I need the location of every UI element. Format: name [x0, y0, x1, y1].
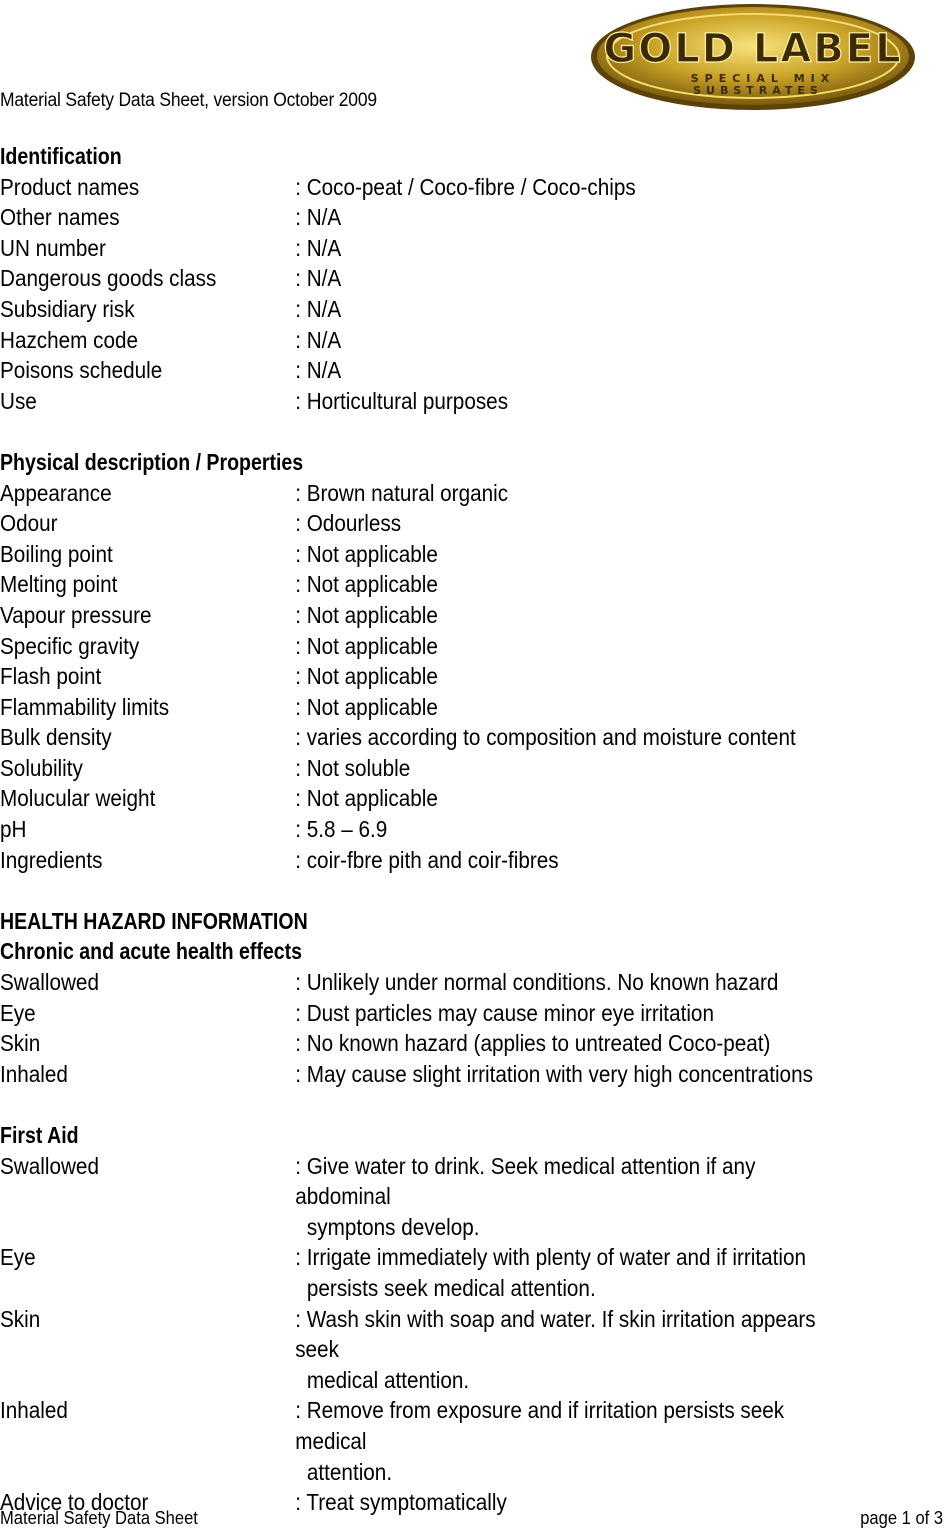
field-row — [0, 569, 851, 600]
field-label: Eye — [0, 999, 36, 1026]
spacer — [0, 875, 945, 906]
field-row — [0, 539, 851, 570]
field-label: Subsidiary risk — [0, 295, 135, 322]
field-label: Use — [0, 387, 37, 414]
field-label: Flammability limits — [0, 693, 170, 720]
field-row — [0, 355, 851, 386]
svg-text:GOLD LABEL: GOLD LABEL — [603, 26, 903, 72]
field-label: Vapour pressure — [0, 601, 152, 628]
field-row — [0, 1304, 851, 1396]
field-label: Melting point — [0, 571, 118, 598]
field-value: : Not soluble — [295, 754, 411, 781]
field-value: : Not applicable — [295, 540, 438, 567]
field-row — [0, 692, 851, 723]
field-label: Swallowed — [0, 969, 99, 996]
field-value: : No known hazard (applies to untreated Coco-peat) — [295, 1030, 771, 1057]
field-value: : N/A — [295, 234, 342, 261]
field-label: Other names — [0, 204, 120, 231]
field-value-continuation: symptons develop. — [306, 1213, 480, 1240]
field-row — [0, 263, 851, 294]
field-value: : N/A — [295, 265, 342, 292]
field-label: Dangerous goods class — [0, 265, 217, 292]
field-value: : Dust particles may cause minor eye irritation — [295, 999, 714, 1026]
field-value: : Give water to drink. Seek medical attention if any abdominal symptons develop. — [295, 1151, 850, 1243]
document-title: Material Safety Data Sheet, version October 2009 — [0, 90, 377, 111]
field-label: Molucular weight — [0, 785, 156, 812]
page-number: page 1 of 3 — [860, 1508, 943, 1528]
field-row — [0, 722, 851, 753]
field-row — [0, 661, 851, 692]
field-value: : N/A — [295, 326, 342, 353]
field-value: : coir-fbre pith and coir-fibres — [295, 846, 559, 873]
field-label: Advice to doctor — [0, 1489, 149, 1516]
field-value: : Horticultural purposes — [295, 387, 509, 414]
field-value: : N/A — [295, 357, 342, 384]
field-row — [0, 325, 851, 356]
field-value-continuation: attention. — [306, 1458, 393, 1485]
field-value: : Unlikely under normal conditions. No known hazard — [295, 969, 779, 996]
field-value-continuation: medical attention. — [306, 1366, 470, 1393]
field-value-continuation: persists seek medical attention. — [306, 1274, 596, 1301]
first-aid-heading: First Aid — [0, 1122, 79, 1148]
field-row — [0, 386, 851, 417]
health-hazard-heading: HEALTH HAZARD INFORMATION — [0, 907, 308, 934]
field-row — [0, 1059, 851, 1090]
footer-title: Material Safety Data Sheet — [0, 1508, 198, 1528]
field-row — [0, 1151, 851, 1243]
field-row — [0, 172, 851, 203]
field-value: : Odourless — [295, 510, 402, 537]
field-value: : Coco-peat / Coco-fibre / Coco-chips — [295, 173, 636, 200]
field-value: : N/A — [295, 204, 342, 231]
field-label: Poisons schedule — [0, 357, 163, 384]
field-row — [0, 631, 851, 662]
field-label: Specific gravity — [0, 632, 140, 659]
field-value: : varies according to composition and moisture content — [295, 724, 796, 751]
svg-text:SPECIAL MIX: SPECIAL MIX — [690, 72, 836, 85]
field-row — [0, 202, 851, 233]
field-label: UN number — [0, 234, 106, 261]
field-value: : Treat symptomatically — [295, 1489, 507, 1516]
field-row — [0, 600, 851, 631]
field-value: : Not applicable — [295, 601, 438, 628]
identification-heading: Identification — [0, 143, 122, 169]
field-value: : May cause slight irritation with very high concentrations — [295, 1060, 813, 1087]
spacer — [0, 1089, 945, 1120]
field-row — [0, 478, 851, 509]
field-label: Ingredients — [0, 846, 103, 873]
field-value: : 5.8 – 6.9 — [295, 816, 388, 843]
field-row — [0, 233, 851, 264]
field-value: : Not applicable — [295, 693, 438, 720]
field-label: Skin — [0, 1305, 41, 1332]
field-label: Hazchem code — [0, 326, 139, 353]
field-label: Flash point — [0, 663, 102, 690]
field-label: Odour — [0, 510, 58, 537]
health-effects-subheading: Chronic and acute health effects — [0, 938, 303, 965]
field-label: Bulk density — [0, 724, 112, 751]
svg-text:SUBSTRATES: SUBSTRATES — [693, 84, 823, 97]
field-row — [0, 1242, 851, 1303]
field-row — [0, 783, 851, 814]
field-label: Eye — [0, 1244, 36, 1271]
field-row — [0, 814, 851, 845]
field-value: : Remove from exposure and if irritation persists seek medical attention. — [295, 1395, 850, 1487]
field-row — [0, 967, 851, 998]
field-row — [0, 1028, 851, 1059]
field-row — [0, 753, 851, 784]
field-row — [0, 998, 851, 1029]
field-value: : Not applicable — [295, 632, 438, 659]
field-label: Solubility — [0, 754, 83, 781]
field-label: Inhaled — [0, 1397, 68, 1424]
field-value: : N/A — [295, 295, 342, 322]
field-value: : Not applicable — [295, 785, 438, 812]
field-row — [0, 845, 851, 876]
physical-heading: Physical description / Properties — [0, 448, 304, 475]
field-row — [0, 1395, 851, 1487]
field-value: : Irrigate immediately with plenty of water and if irritation persists seek medical attention. — [295, 1242, 850, 1303]
field-label: Boiling point — [0, 540, 113, 567]
spacer — [0, 416, 945, 447]
field-value: : Brown natural organic — [295, 479, 509, 506]
field-label: pH — [0, 816, 27, 843]
field-label: Inhaled — [0, 1060, 68, 1087]
field-label: Product names — [0, 173, 140, 200]
field-label: Appearance — [0, 479, 112, 506]
field-value: : Not applicable — [295, 571, 438, 598]
field-label: Swallowed — [0, 1152, 99, 1179]
field-row — [0, 294, 851, 325]
field-value: : Not applicable — [295, 663, 438, 690]
field-row — [0, 508, 851, 539]
field-value: : Wash skin with soap and water. If skin irritation appears seek medical attention. — [295, 1304, 850, 1396]
field-label: Skin — [0, 1030, 41, 1057]
gold-label-logo — [588, 0, 918, 112]
